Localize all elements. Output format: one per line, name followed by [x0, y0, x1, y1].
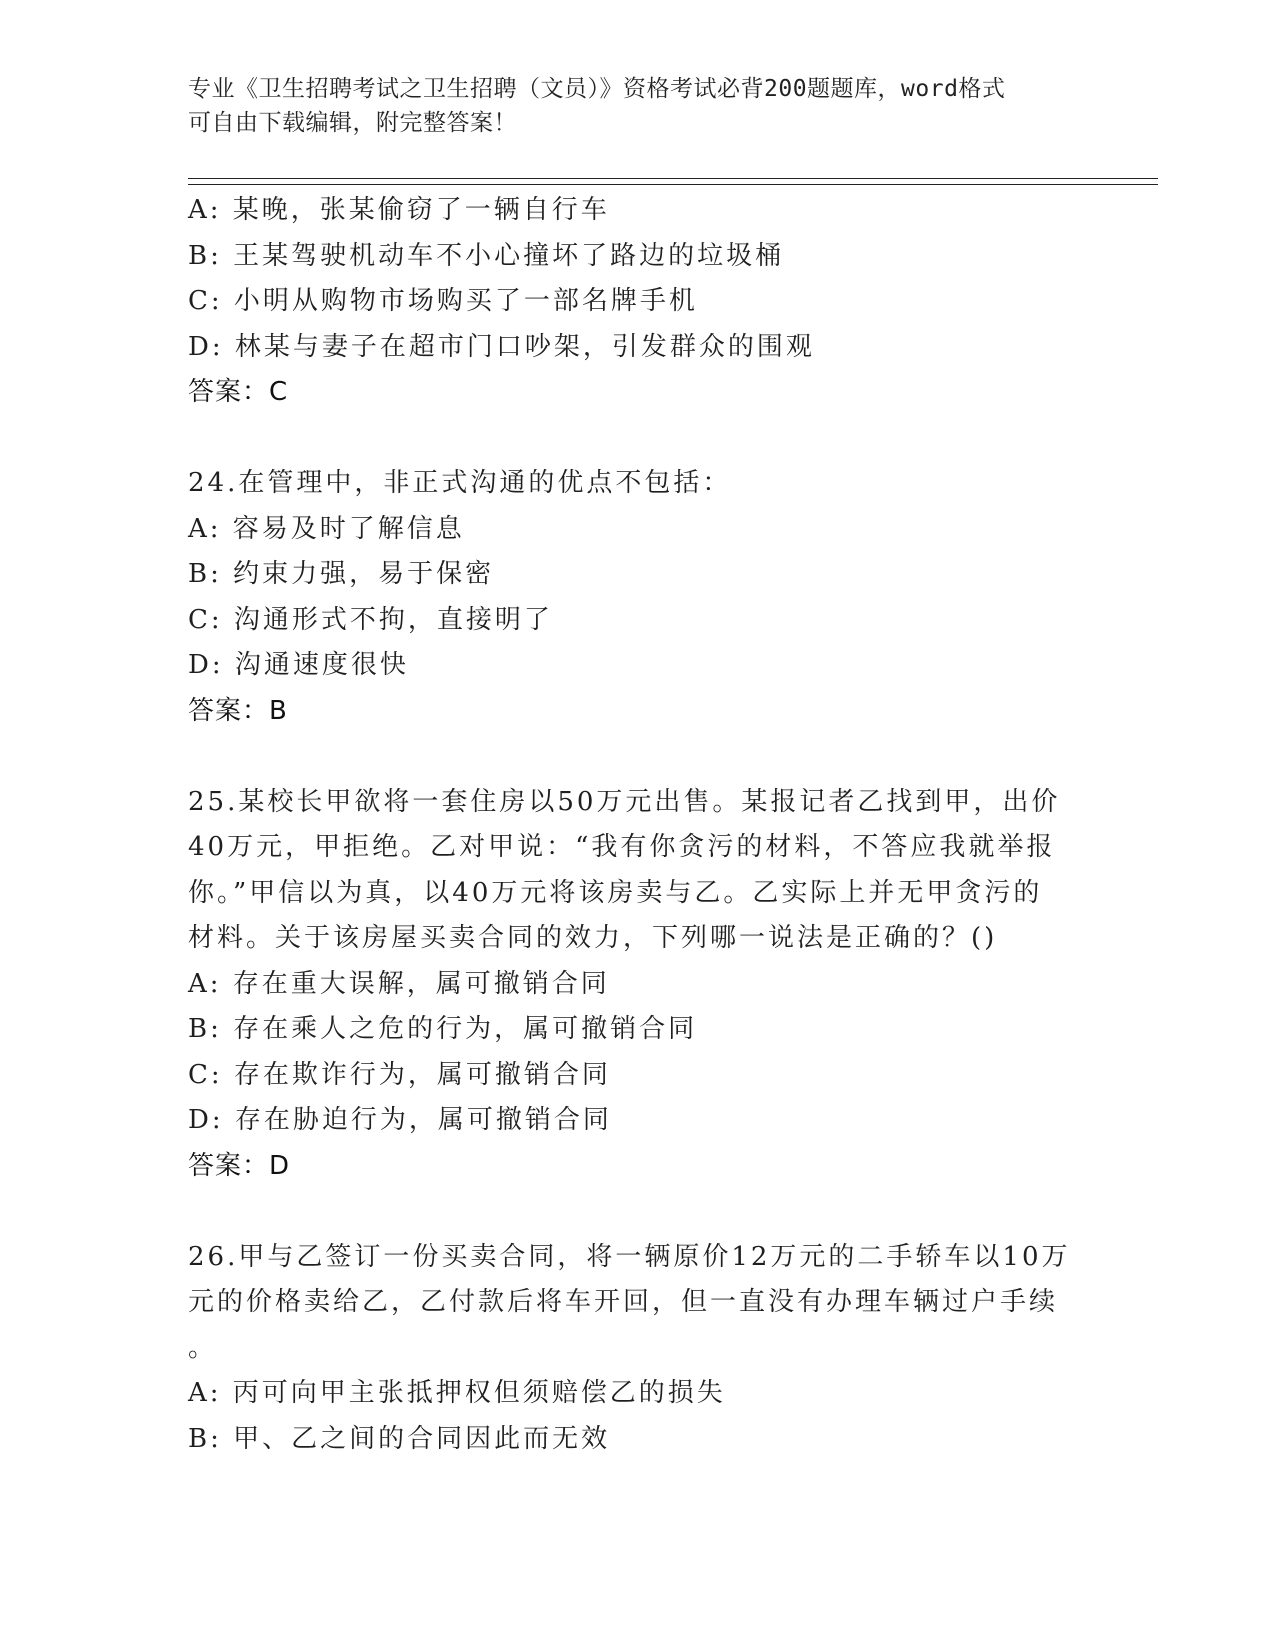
header-line-2: 可自由下载编辑，附完整答案！ — [188, 110, 517, 136]
document-body — [188, 188, 1088, 1462]
answer-line: 答案：C — [188, 377, 289, 407]
option-a: A: 丙可向甲主张抵押权但须赔偿乙的损失 — [188, 1378, 726, 1408]
option-a: A: 存在重大误解，属可撤销合同 — [188, 968, 610, 999]
answer-line: 答案：B — [188, 695, 288, 726]
option-b: B: 王某驾驶机动车不小心撞坏了路边的垃圾桶 — [188, 240, 785, 271]
option-d: D: 沟通速度很快 — [188, 650, 409, 680]
option-a: A: 容易及时了解信息 — [188, 513, 465, 544]
question-text-line: 材料。关于该房屋买卖合同的效力，下列哪一说法是正确的？() — [188, 923, 998, 953]
question-text: 24.在管理中，非正式沟通的优点不包括： — [188, 468, 732, 498]
question-text-line: 元的价格卖给乙，乙付款后将车开回，但一直没有办理车辆过户手续 — [188, 1287, 1059, 1317]
option-c: C: 小明从购物市场购买了一部名牌手机 — [188, 286, 698, 316]
question-text-line: 25.某校长甲欲将一套住房以50万元出售。某报记者乙找到甲，出价 — [188, 786, 1061, 817]
question-26 — [188, 1235, 1088, 1463]
answer-line: 答案：D — [188, 1150, 291, 1181]
option-b: B: 存在乘人之危的行为，属可撤销合同 — [188, 1014, 698, 1044]
question-24 — [188, 461, 1088, 734]
spacer — [188, 416, 1088, 462]
option-b: B: 约束力强，易于保密 — [188, 559, 495, 589]
option-c: C: 存在欺诈行为，属可撤销合同 — [188, 1059, 611, 1090]
question-25 — [188, 780, 1088, 1190]
header-divider — [188, 178, 1158, 185]
option-d: D: 存在胁迫行为，属可撤销合同 — [188, 1105, 612, 1135]
option-b: B: 甲、乙之间的合同因此而无效 — [188, 1423, 611, 1454]
question-text-line: 。 — [188, 1332, 218, 1363]
question-text-line: 26.甲与乙签订一份买卖合同，将一辆原价12万元的二手轿车以10万 — [188, 1241, 1071, 1272]
header-line-1: 专业《卫生招聘考试之卫生招聘（文员）》资格考试必背200题题库，word格式 — [188, 76, 1006, 102]
document-header — [188, 72, 1088, 140]
option-c: C: 沟通形式不拘，直接明了 — [188, 604, 553, 635]
spacer — [188, 734, 1088, 780]
option-a: A: 某晚，张某偷窃了一辆自行车 — [188, 195, 610, 225]
question-text-line: 你。”甲信以为真，以40万元将该房卖与乙。乙实际上并无甲贪污的 — [188, 877, 1043, 908]
option-d: D: 林某与妻子在超市门口吵架，引发群众的围观 — [188, 331, 815, 362]
question-text-line: 40万元，甲拒绝。乙对甲说：“我有你贪污的材料，不答应我就举报 — [188, 832, 1056, 862]
spacer — [188, 1189, 1088, 1235]
question-23 — [188, 188, 1088, 416]
